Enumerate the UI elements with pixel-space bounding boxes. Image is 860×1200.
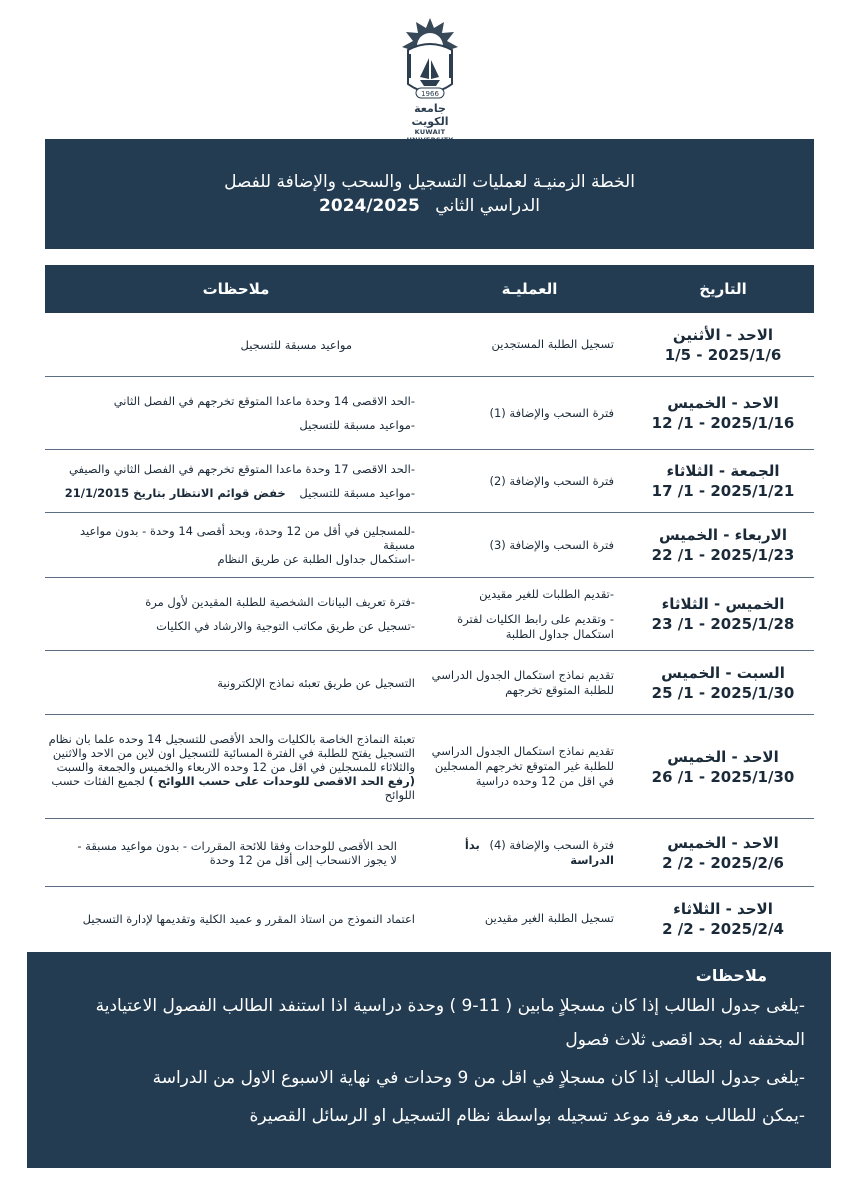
- title-banner: [45, 139, 814, 249]
- title-line-2: [319, 194, 540, 218]
- note-line: [45, 732, 415, 802]
- row-notes: [45, 462, 427, 500]
- row-date-cell: [632, 325, 814, 365]
- row-days: الجمعة - الثلاثاء: [666, 462, 780, 480]
- note-text: -تسجيل عن طريق مكاتب التوجية والارشاد في الكليات: [156, 619, 415, 633]
- note-item: -يلغى جدول الطالب إذا كان مسجلاٍ مابين ( 11-9 ) وحدة دراسية اذا استنفد الطالب الفصول الاعتيادية: [95, 996, 805, 1016]
- row-date-cell: [632, 594, 814, 634]
- row-dates: 2 /2 - 2025/2/4: [662, 919, 784, 938]
- row-notes: [45, 912, 427, 926]
- university-emblem-icon: [398, 14, 462, 100]
- note-item: المخففه له بحد اقصى ثلاث فصول: [565, 1030, 805, 1050]
- row-date-cell: [632, 461, 814, 501]
- header-operation: العمليـة: [501, 280, 558, 298]
- row-dates: 2 /2 - 2025/2/6: [662, 853, 784, 872]
- max-units-note: (رفع الحد الاقصى للوحدات على حسب اللوائح ): [148, 773, 415, 788]
- table-row: [45, 578, 814, 651]
- operation-text: تسجيل الطلبة الغير مقيدين: [484, 911, 614, 925]
- row-days: الاحد - الثلاثاء: [673, 899, 773, 918]
- operation-text: فترة السحب والإضافة (2): [489, 473, 614, 488]
- row-operation: [427, 587, 632, 642]
- row-days: الاحد - الخميس: [667, 747, 779, 766]
- row-date-cell: [632, 833, 814, 873]
- row-days: الاحد - الخميس: [667, 394, 779, 412]
- row-date-cell: [632, 393, 814, 433]
- note-text: -استكمال جداول الطلبة عن طريق النظام: [217, 552, 415, 566]
- note-text: -للمسجلين في أقل من 12 وحدة، وبحد أقصى 14 وحدة - بدون مواعيد مسبقة: [79, 524, 415, 552]
- notes-panel: [27, 952, 831, 1168]
- note-line: [45, 486, 415, 500]
- note-text: اعتماد النموذج من استاذ المقرر و عميد الكلية وتقديمها لإدارة التسجيل: [82, 911, 415, 926]
- logo-name-arabic: جامعة الكويت: [411, 102, 449, 128]
- row-operation: [427, 337, 632, 352]
- row-date-cell: [632, 663, 814, 703]
- row-dates: 17 /1 - 2025/1/21: [651, 482, 795, 500]
- note-text: تعبئة النماذج الخاصة بالكليات والحد الأقصى للتسجيل 14 وحده علما بان نظام التسجيل يفتح للطلبة في الفترة المسائية للتسجيل اون لاين من الاحد والاثنين والثلاثاء للمسجلين في اقل من 12 وحده الاربعاء والخميس والجمعة والسبت: [48, 731, 415, 774]
- row-operation: [427, 538, 632, 553]
- row-days: السبت - الخميس: [661, 663, 785, 682]
- university-logo: [395, 14, 465, 136]
- row-dates: 23 /1 - 2025/1/28: [651, 615, 795, 633]
- classes-start-note: بدأ الدراسة: [464, 837, 614, 867]
- operation-text: تقديم نماذج استكمال الجدول الدراسي للطلبة غير المتوقع تخرجهم المسجلين في اقل من 12 وحده دراسية: [431, 744, 614, 788]
- table-row: [45, 313, 814, 377]
- note-text: -مواعيد مسبقة للتسجيل: [299, 486, 415, 500]
- row-notes: [45, 394, 427, 432]
- operation-line: [427, 838, 614, 868]
- note-text: لا يجوز الانسحاب إلى أقل من 12 وحدة: [209, 852, 397, 867]
- notes-heading: ملاحظات: [695, 966, 767, 985]
- row-notes: [45, 524, 427, 566]
- note-text: الحد الأقصى للوحدات وفقا للائحة المقررات - بدون مواعيد مسبقة -: [77, 838, 397, 853]
- row-dates: 22 /1 - 2025/1/23: [651, 546, 795, 564]
- note-text: التسجيل عن طريق تعبئه نماذج الإلكترونية: [217, 675, 415, 690]
- note-text: لجميع الفئات حسب اللوائح: [51, 773, 415, 802]
- operation-text: فترة السحب والإضافة (1): [489, 405, 614, 420]
- table-row: [45, 651, 814, 715]
- table-row: [45, 450, 814, 513]
- table-row: [45, 513, 814, 578]
- row-notes: [45, 676, 427, 690]
- row-notes: [45, 595, 427, 633]
- operation-text: تسجيل الطلبة المستجدين: [491, 337, 614, 351]
- row-date-cell: [632, 525, 814, 565]
- row-dates: 25 /1 - 2025/1/30: [651, 683, 795, 702]
- row-days: الخميس - الثلاثاء: [661, 595, 785, 613]
- operation-text: فترة السحب والإضافة (4): [489, 837, 614, 852]
- logo-name-english: KUWAIT: [414, 128, 446, 136]
- schedule-table: [45, 265, 814, 950]
- row-notes: [45, 732, 427, 802]
- row-operation: [427, 406, 632, 421]
- row-dates: 12 /1 - 2025/1/16: [651, 414, 795, 432]
- header-date: التاريخ: [699, 280, 747, 298]
- row-dates: 1/5 - 2025/1/6: [664, 345, 782, 364]
- table-row: [45, 819, 814, 887]
- row-operation: [427, 744, 632, 789]
- row-days: الاحد - الأثنين: [672, 325, 774, 344]
- row-operation: [427, 474, 632, 489]
- title-academic-year: 2024/2025: [319, 196, 420, 216]
- table-row: [45, 377, 814, 450]
- row-notes: [45, 839, 427, 867]
- note-text: -مواعيد مسبقة للتسجيل: [299, 418, 415, 432]
- operation-text: -تقديم الطلبات للغير مقيدين: [479, 586, 614, 601]
- table-row: [45, 715, 814, 819]
- note-item: -يمكن للطالب معرفة موعد تسجيله بواسطة نظام التسجيل او الرسائل القصيرة: [249, 1106, 805, 1126]
- logo-year: 1966: [421, 90, 439, 98]
- row-dates: 26 /1 - 2025/1/30: [651, 767, 795, 786]
- note-text: مواعيد مسبقة للتسجيل: [240, 337, 352, 352]
- row-operation: [427, 838, 632, 868]
- row-date-cell: [632, 899, 814, 939]
- row-operation: [427, 911, 632, 926]
- row-days: الاحد - الخميس: [667, 833, 779, 852]
- header-notes: ملاحظات: [202, 280, 270, 298]
- note-text: -الحد الاقصى 17 وحدة ماعدا المتوقع تخرجهم في الفصل الثاني والصيفي: [68, 462, 415, 476]
- row-notes: [45, 338, 427, 352]
- table-row: [45, 887, 814, 950]
- waitlist-note: خفض قوائم الانتظار بتاريخ 21/1/2015: [64, 486, 286, 500]
- operation-text: تقديم نماذج استكمال الجدول الدراسي للطلبة المتوقع تخرجهم: [431, 667, 614, 697]
- note-text: -فترة تعريف البيانات الشخصية للطلبة المقيدين لأول مرة: [145, 595, 415, 609]
- table-header: [45, 265, 814, 313]
- title-semester: الدراسي الثاني: [435, 196, 540, 216]
- note-text: -الحد الاقصى 14 وحدة ماعدا المتوقع تخرجهم في الفصل الثاني: [113, 394, 415, 408]
- row-days: الاربعاء - الخميس: [659, 526, 787, 544]
- row-operation: [427, 668, 632, 698]
- operation-text: - وتقديم على رابط الكليات لفترة استكمال جداول الطلبة: [457, 611, 614, 641]
- note-item: -يلغى جدول الطالب إذا كان مسجلاٍ في اقل من 9 وحدات في نهاية الاسبوع الاول من الدراسة: [152, 1068, 805, 1088]
- row-date-cell: [632, 747, 814, 787]
- operation-text: فترة السحب والإضافة (3): [489, 537, 614, 552]
- title-line-1: الخطة الزمنيـة لعمليات التسجيل والسحب والإضافة للفصل: [224, 172, 635, 192]
